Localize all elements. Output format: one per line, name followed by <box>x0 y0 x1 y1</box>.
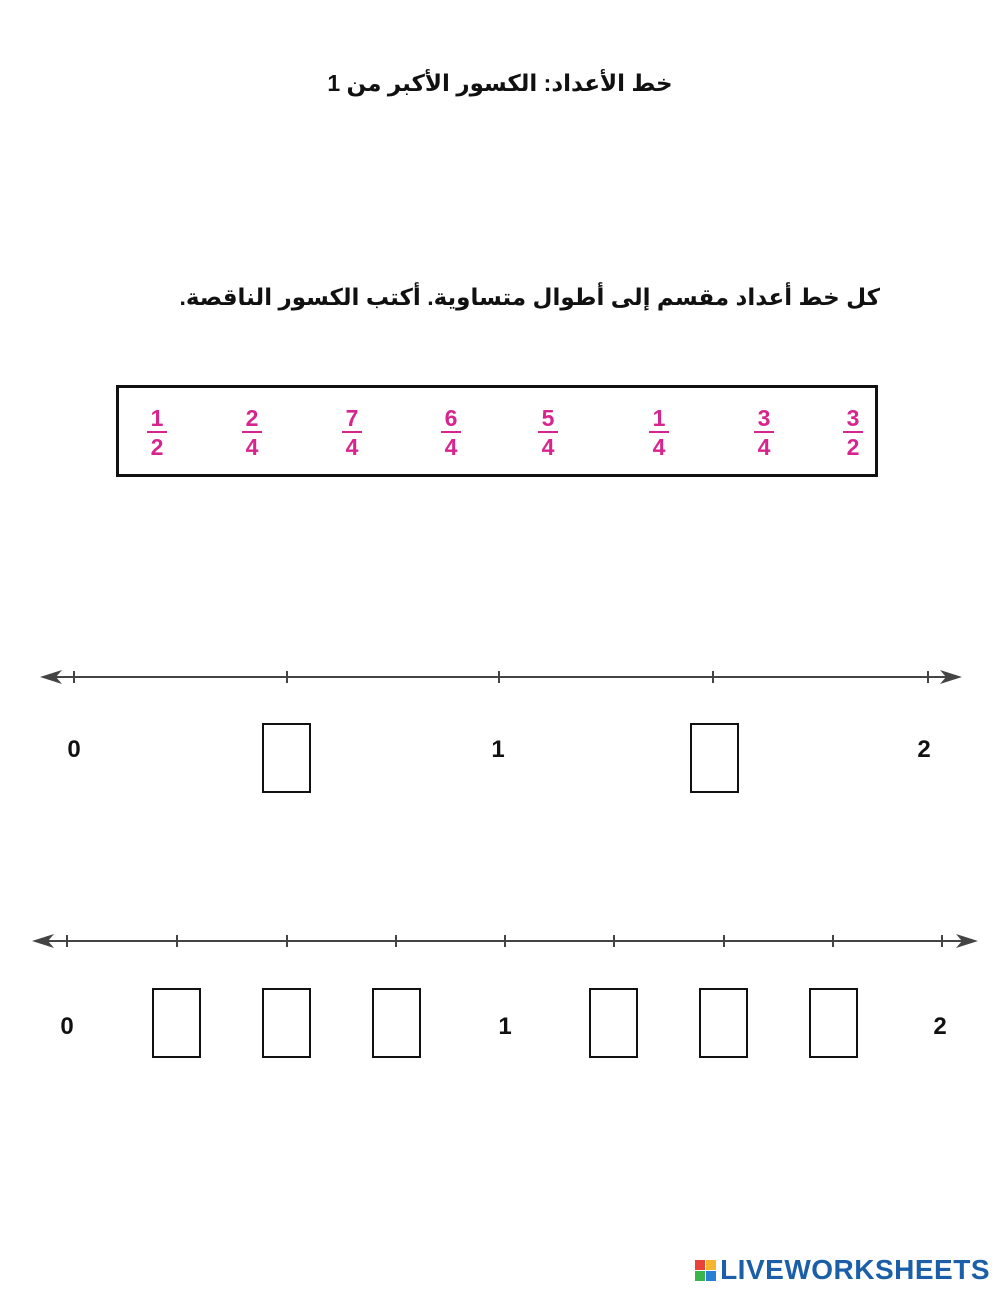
fraction-denominator: 4 <box>652 434 666 460</box>
answer-box[interactable] <box>262 723 311 793</box>
number-line-1 <box>0 662 1000 692</box>
fraction-bar <box>441 431 461 433</box>
fraction-denominator: 2 <box>150 434 164 460</box>
fraction-tile[interactable] <box>639 406 679 459</box>
instruction-text: كل خط أعداد مقسم إلى أطوال متساوية. أكتب الكسور الناقصة. <box>179 284 880 310</box>
answer-box[interactable] <box>152 988 201 1058</box>
fraction-bar <box>843 431 863 433</box>
answer-box[interactable] <box>262 988 311 1058</box>
fraction-bar <box>342 431 362 433</box>
fraction-numerator: 1 <box>652 405 666 431</box>
fraction-numerator: 3 <box>846 405 860 431</box>
worksheet-title: خط الأعداد: الكسور الأكبر من 1 <box>327 70 673 96</box>
fraction-denominator: 2 <box>846 434 860 460</box>
liveworksheets-brand[interactable] <box>695 1254 990 1286</box>
fraction-numerator: 3 <box>757 405 771 431</box>
fraction-denominator: 4 <box>757 434 771 460</box>
fraction-tile[interactable] <box>744 406 784 459</box>
fraction-tile[interactable] <box>232 406 272 459</box>
fraction-bar <box>649 431 669 433</box>
fraction-numerator: 5 <box>541 405 555 431</box>
fraction-bar <box>242 431 262 433</box>
label-zero: 0 <box>67 736 81 763</box>
fraction-tile[interactable] <box>833 406 873 459</box>
fraction-bank <box>116 385 878 477</box>
fraction-numerator: 1 <box>150 405 164 431</box>
fraction-bar <box>754 431 774 433</box>
fraction-tile[interactable] <box>137 406 177 459</box>
number-line-1-axis <box>0 662 1000 692</box>
label-zero: 0 <box>60 1013 74 1040</box>
label-one: 1 <box>491 736 505 763</box>
number-line-2-axis <box>0 926 1000 956</box>
label-two: 2 <box>917 736 931 763</box>
answer-box[interactable] <box>589 988 638 1058</box>
fraction-denominator: 4 <box>444 434 458 460</box>
fraction-numerator: 2 <box>245 405 259 431</box>
fraction-bar <box>538 431 558 433</box>
fraction-tile[interactable] <box>528 406 568 459</box>
answer-box[interactable] <box>690 723 739 793</box>
answer-box[interactable] <box>699 988 748 1058</box>
brand-text: LIVEWORKSHEETS <box>720 1254 990 1285</box>
fraction-denominator: 4 <box>245 434 259 460</box>
number-line-2 <box>0 926 1000 956</box>
answer-box[interactable] <box>809 988 858 1058</box>
fraction-bar <box>147 431 167 433</box>
fraction-tile[interactable] <box>332 406 372 459</box>
fraction-tile[interactable] <box>431 406 471 459</box>
liveworksheets-logo-icon <box>695 1260 716 1281</box>
fraction-denominator: 4 <box>541 434 555 460</box>
fraction-numerator: 7 <box>345 405 359 431</box>
label-one: 1 <box>498 1013 512 1040</box>
fraction-denominator: 4 <box>345 434 359 460</box>
answer-box[interactable] <box>372 988 421 1058</box>
label-two: 2 <box>933 1013 947 1040</box>
fraction-numerator: 6 <box>444 405 458 431</box>
